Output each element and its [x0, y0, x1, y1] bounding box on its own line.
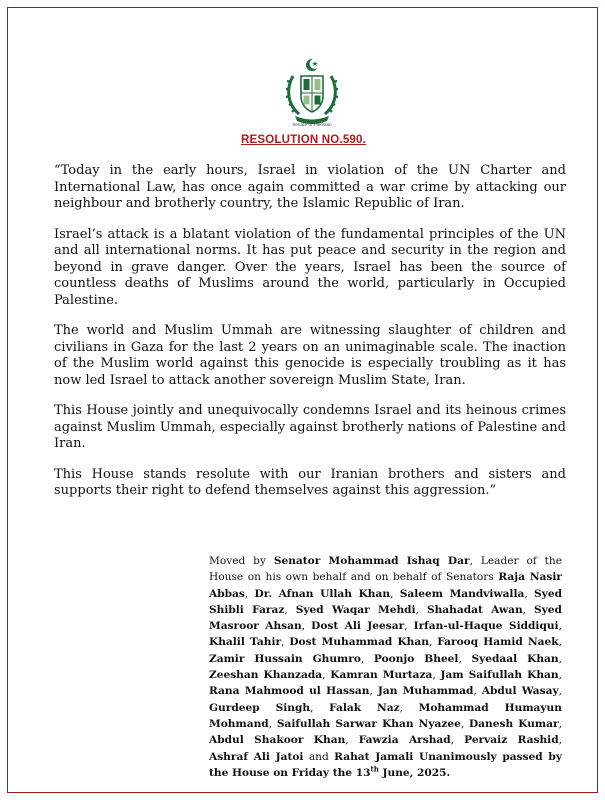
- senator-name: Rana Mahmood ul Hassan: [209, 685, 370, 698]
- senator-name: Farooq Hamid Naek: [437, 636, 559, 649]
- senator-name: Dost Muhammad Khan: [289, 636, 429, 649]
- senator-name: Dr. Afnan Ullah Khan: [254, 587, 391, 600]
- senator-name: Danesh Kumar: [469, 717, 559, 730]
- mover-name: Senator Mohammad Ishaq Dar: [273, 555, 470, 567]
- senator-name: Zeeshan Khanzada: [209, 669, 323, 682]
- paragraph: “Today in the early hours, Israel in violation of the UN Charter and International Law, has once again committed a war crime by attacking our neighbour and brotherly country, the Islamic Republic of Iran.: [54, 163, 566, 211]
- senator-name: Syed Shibli Faraz: [209, 587, 562, 616]
- senator-name: Jam Saifullah Khan: [440, 669, 559, 682]
- paragraph: This House stands resolute with our Iranian brothers and sisters and supports their right to defend themselves against this aggression.”: [54, 466, 566, 498]
- senator-name: Syedaal Khan: [471, 652, 559, 665]
- senator-name: Gurdeep Singh: [209, 701, 311, 714]
- senator-name: Abdul Shakoor Khan: [209, 734, 346, 747]
- senator-name: Ashraf Ali Jatoi: [209, 750, 304, 763]
- senator-name: Falak Naz: [329, 701, 400, 714]
- paragraph: The world and Muslim Ummah are witnessing slaughter of children and civilians in Gaza for the last 2 years on an unimaginable scale. The inaction of the Muslim world against this genocide is especially troubling as it has now led Israel to attack another sovereign Muslim State, Iran.: [54, 323, 566, 388]
- senator-name: Rahat Jamali: [334, 750, 414, 763]
- senator-name: Abdul Wasay: [481, 685, 559, 698]
- senator-list: Raja Nasir Abbas, Dr. Afnan Ullah Khan, Saleem Mandviwalla, Syed Shibli Faraz, Syed Waqar Mehdi, Shahadat Awan, Syed Masroor Ahsan, Dost Ali Jeesar, Irfan-ul-Haque Siddiqui, Khalil Tahir, Dost Muhammad Khan, Farooq Hamid Naek, Zamir Hussain Ghumro, Poonjo Bheel, Syedaal Khan, Zeeshan Khanzada, Kamran Murtaza, Jam Saifullah Khan, Rana Mahmood ul Hassan, Jan Muhammad, Abdul Wasay, Gurdeep Singh, Falak Naz, Mohammad Humayun Mohmand, Saifullah Sarwar Khan Nyazee, Danesh Kumar, Abdul Shakoor Khan, Fawzia Arshad, Pervaiz Rashid, Ashraf Ali Jatoi and Rahat Jamali: [209, 571, 562, 763]
- senator-name: Jan Muhammad: [377, 685, 474, 698]
- senator-name: Zamir Hussain Ghumro: [209, 652, 361, 665]
- senator-name: Khalil Tahir: [209, 636, 282, 649]
- senator-name: Fawzia Arshad: [358, 734, 451, 747]
- resolution-title: RESOLUTION NO.590.: [240, 134, 366, 146]
- emblem-caption: Senate of Pakistan: [292, 122, 332, 127]
- senator-name: Mohammad Humayun Mohmand: [209, 701, 562, 730]
- moved-by-text: [209, 553, 562, 781]
- senator-name: Syed Masroor Ahsan: [209, 603, 562, 633]
- senator-name: Saleem Mandviwalla: [399, 587, 525, 600]
- moved-by-prefix: Moved by: [209, 555, 274, 567]
- passed-text: Unanimously passed by the House on Friday the 13: [209, 750, 562, 779]
- senator-name: Shahadat Awan: [426, 603, 523, 616]
- mover-role: , Leader of the House on his own behalf and on behalf of Senators: [209, 555, 563, 584]
- senator-name: Syed Waqar Mehdi: [295, 603, 416, 616]
- senator-name: Dost Ali Jeesar: [311, 620, 405, 633]
- senator-name: Irfan-ul-Haque Siddiqui: [413, 620, 559, 633]
- passed-date: June, 2025.: [378, 766, 451, 779]
- senator-name: Raja Nasir Abbas: [209, 571, 562, 600]
- moved-by-block: [209, 553, 562, 781]
- date-suffix: th: [370, 764, 379, 774]
- resolution-body: [54, 163, 566, 514]
- senator-name: Saifullah Sarwar Khan Nyazee: [276, 717, 461, 730]
- senate-emblem-icon: [283, 56, 341, 132]
- senator-name: Poonjo Bheel: [373, 652, 459, 665]
- paragraph: This House jointly and unequivocally condemns Israel and its heinous crimes against Muslim Ummah, especially against brotherly nations of Palestine and Iran.: [54, 403, 566, 451]
- paragraph: Israel’s attack is a blatant violation of the fundamental principles of the UN and all international norms. It has put peace and security in the region and beyond in grave danger. Over the years, Israel has been the source of countless deaths of Muslims around the world, particularly in Occupied Palestine.: [54, 226, 566, 308]
- senator-name: Pervaiz Rashid: [464, 734, 559, 747]
- senator-name: Kamran Murtaza: [330, 669, 433, 682]
- resolution-page: [7, 7, 598, 793]
